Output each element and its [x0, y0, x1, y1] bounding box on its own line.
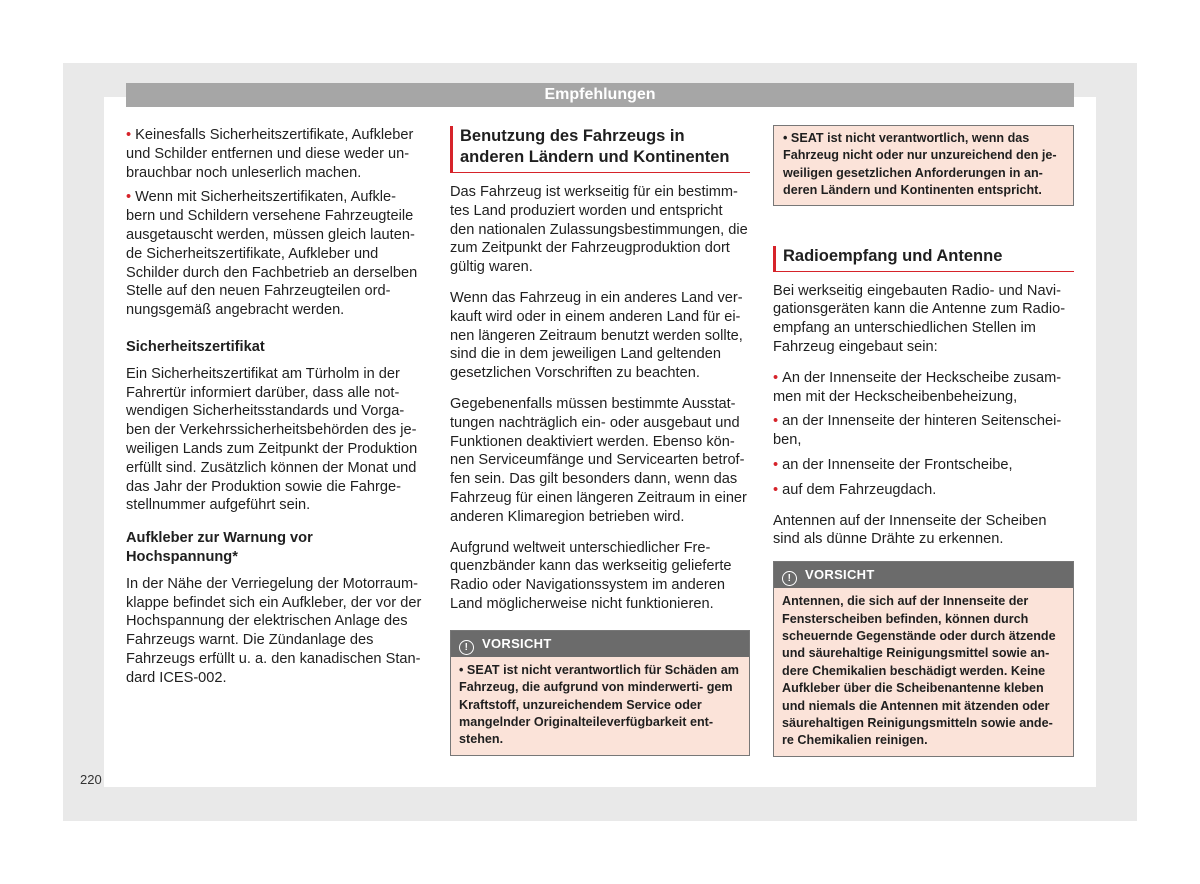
caution-box — [450, 630, 750, 756]
bullet-dot-icon: • — [459, 662, 467, 677]
subheading-high-voltage: Aufkleber zur Warnung vor Hochspannung* — [126, 530, 313, 565]
bullet-dot-icon: • — [773, 457, 779, 473]
caution-title: VORSICHT — [482, 635, 552, 651]
bullet-dot-icon: • — [126, 127, 132, 143]
section-heading: Benutzung des Fahrzeugs in anderen Ländern und Kontinenten — [450, 126, 750, 173]
bullet-item — [773, 456, 1074, 475]
warning-icon: ! — [782, 571, 797, 586]
paragraph: Bei werkseitig eingebauten Radio- und Navi- gationsgeräten kann die Antenne zum Radio- empfang an unterschiedlichen Stellen im Fahrzeug eingebaut sein: — [773, 282, 1066, 356]
bullet-item — [126, 126, 426, 182]
caution-title: VORSICHT — [805, 567, 875, 583]
bullet-dot-icon: • — [773, 369, 779, 386]
bullet-text: An der Innenseite der Heckscheibe zusam- men mit der Heckscheibenbeheizung, — [773, 369, 1062, 405]
caution-text: Antennen, die sich auf der Innenseite der Fensterscheiben befinden, können durch scheuernde Gegenstände oder durch ätzende und säurehaltige Reinigungsmittel sowie an- dere Chemikalien beschädigt werden. Keine Aufkleber über die Scheibenantenne kleben und niemals die Antennen mit ätzenden oder säurehaltigen Reinigungsmitteln sowie ande- re Chemikalien reinigen. — [782, 594, 1056, 748]
bullet-text: an der Innenseite der Frontscheibe, — [782, 457, 1013, 473]
paragraph: Das Fahrzeug ist werkseitig für ein bestimm- tes Land produziert worden und entspricht den nationalen Zulassungsbestimmungen, die zum Zeitpunkt der Fahrzeugproduktion dort gültig waren. — [450, 184, 748, 276]
caution-text: SEAT ist nicht verantwortlich für Schäden am Fahrzeug, die aufgrund von minderwerti- gem Kraftstoff, unzureichendem Service oder mangelnder Originalteileverfügbarkeit ent- stehen. — [459, 662, 739, 747]
caution-header — [774, 562, 1073, 588]
paragraph: In der Nähe der Verriegelung der Motorraum- klappe befindet sich ein Aufkleber, der vor der Hochspannung der elektrischen Anlage des Fahrzeugs warnt. Die Zündanlage des Fahrzeugs erfüllt u. a. den kanadischen Stan- dard ICES-002. — [126, 575, 422, 686]
bullet-item — [126, 188, 426, 320]
bullet-dot-icon: • — [773, 481, 779, 498]
paragraph: Antennen auf der Innenseite der Scheiben sind als dünne Drähte zu erkennen. — [773, 512, 1047, 548]
warning-icon: ! — [459, 640, 474, 655]
bullet-item — [773, 369, 1074, 407]
column-left — [126, 126, 426, 700]
caution-box — [773, 561, 1074, 757]
bullet-item — [773, 412, 1074, 450]
bullet-text: an der Innenseite der hinteren Seitenschei- ben, — [773, 413, 1062, 449]
caution-header — [451, 631, 749, 657]
bullet-text: Wenn mit Sicherheitszertifikaten, Aufkle- bern und Schildern versehene Fahrzeugteile ausgetauscht werden, müssen gleich lauten- de Sicherheitszertifikate, Aufkleber und Schilder durch den Fachbetrieb an derselben Stelle auf den neuen Fahrzeugteilen ord- nungsgemäß angebracht werden. — [126, 189, 418, 319]
bullet-dot-icon: • — [773, 413, 779, 430]
bullet-item — [773, 481, 1074, 500]
bullet-dot-icon: • — [126, 189, 132, 206]
paragraph: Wenn das Fahrzeug in ein anderes Land ver- kauft wird oder in einem anderen Land für ei- nen längeren Zeitraum benutzt werden sollte, sind die in dem jeweiligen Land geltenden gesetzlichen Vorschriften zu beachten. — [450, 289, 743, 382]
bullet-text: Keinesfalls Sicherheitszertifikate, Aufkleber und Schilder entfernen und diese weder un- brauchbar noch unleserlich machen. — [126, 127, 414, 181]
caution-body — [774, 588, 1073, 756]
section-banner: Empfehlungen — [126, 83, 1074, 107]
subheading-certificate: Sicherheitszertifikat — [126, 338, 265, 355]
caution-text: SEAT ist nicht verantwortlich, wenn das Fahrzeug nicht oder nur unzureichend den je- weiligen gesetzlichen Anforderungen in an- deren Ländern und Kontinenten entspricht. — [783, 131, 1057, 198]
column-right — [773, 126, 1074, 757]
paragraph: Gegebenenfalls müssen bestimmte Ausstat- tungen nachträglich ein- oder ausgebaut und Funktionen deaktiviert werden. Ebenso kön- nen Serviceumfänge und Servicearten betrof- fen sein. Das gilt besonders dann, wenn das Fahrzeug für einen längeren Zeitraum in einer anderen Klimaregion betrieben wird. — [450, 395, 747, 525]
page-number: 220 — [80, 772, 102, 787]
bullet-text: auf dem Fahrzeugdach. — [782, 481, 937, 498]
section-heading: Radioempfang und Antenne — [773, 246, 1074, 272]
caution-body — [451, 657, 749, 755]
paragraph: Aufgrund weltweit unterschiedlicher Fre- quenzbänder kann das werkseitig gelieferte Radio oder Navigationssystem im anderen Land möglicherweise nicht funktionieren. — [450, 539, 732, 612]
paragraph: Ein Sicherheitszertifikat am Türholm in der Fahrertür informiert darüber, dass alle not- wendigen Sicherheitsstandards und Vorga- ben der Verkehrssicherheitsbehörden des je- weiligen Lands zum Zeitpunkt der Produktion erfüllt sind. Zusätzlich können der Monat und das Jahr der Produktion sowie die Fahrge- stellnummer aufgeführt sein. — [126, 365, 418, 514]
bullet-dot-icon: • — [783, 131, 791, 145]
column-middle — [450, 126, 750, 756]
caution-continuation-box — [773, 125, 1074, 206]
